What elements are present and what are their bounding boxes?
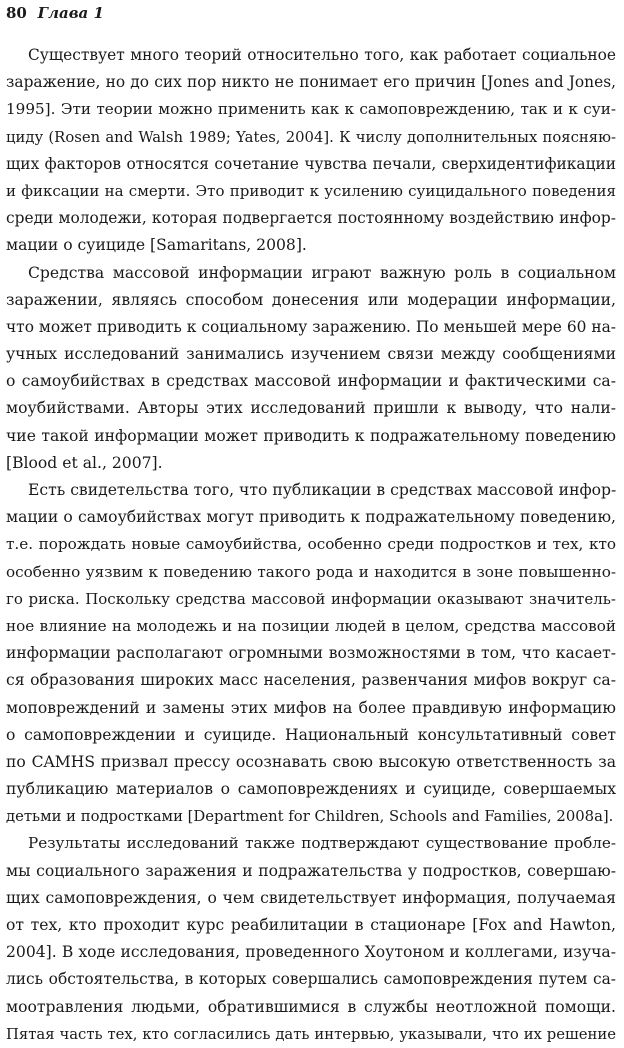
- text-line: моповреждений и замены этих мифов на более правдивую информацию: [6, 698, 616, 717]
- text-line: го риска. Поскольку средства массовой информации оказывают значитель-: [6, 589, 616, 608]
- text-line: ся образования широких масс населения, развенчания мифов вокруг са-: [6, 671, 616, 690]
- text-line: Результаты исследований также подтверждают существование пробле-: [28, 834, 616, 853]
- text-line: моубийствами. Авторы этих исследований пришли к выводу, что нали-: [6, 399, 616, 418]
- text-line: заражении, являясь способом донесения или модерации информации,: [6, 290, 616, 309]
- text-line: щих факторов относятся сочетание чувства печали, сверхидентификации: [6, 154, 616, 173]
- text-line: о самоубийствах в средствах массовой информации и фактическими са-: [6, 372, 616, 391]
- paragraph-4: [6, 830, 616, 1048]
- chapter-title: Глава 1: [37, 4, 104, 22]
- text-line: ное влияние на молодежь и на позиции людей в целом, средства массовой: [6, 616, 616, 635]
- text-line: Существует много теорий относительно того, как работает социальное: [28, 46, 616, 64]
- text-line: учных исследований занимались изучением связи между сообщениями: [6, 345, 616, 364]
- body-text: [6, 42, 616, 1048]
- text-line: 1995]. Эти теории можно применить как к самоповреждению, так и к суи-: [6, 100, 616, 119]
- paragraph-1: [6, 42, 616, 260]
- text-line: и фиксации на смерти. Это приводит к усилению суицидального поведения: [6, 181, 616, 200]
- text-line: заражение, но до сих пор никто не понимает его причин [Jones and Jones,: [6, 73, 616, 92]
- text-line: 2004]. В ходе исследования, проведенного Хоутоном и коллегами, изуча-: [6, 943, 616, 962]
- text-line: т.е. порождать новые самоубийства, особенно среди подростков и тех, кто: [6, 535, 616, 554]
- text-line: циду (Rosen and Walsh 1989; Yates, 2004]. К числу дополнительных поясняю-: [6, 128, 616, 146]
- text-line: особенно уязвим к поведению такого рода и находится в зоне повышенно-: [6, 562, 616, 581]
- text-line: [Blood et al., 2007].: [6, 453, 163, 472]
- text-line: мы социального заражения и подражательства у подростков, совершаю-: [6, 861, 616, 880]
- text-line: моотравления людьми, обратившимися в службы неотложной помощи.: [6, 997, 616, 1016]
- paragraph-2: [6, 260, 616, 478]
- text-line: о самоповреждении и суициде. Национальный консультативный совет: [6, 725, 616, 744]
- text-line: среди молодежи, которая подвергается постоянному воздействию инфор-: [6, 209, 616, 228]
- text-line: мации о суициде [Samaritans, 2008].: [6, 236, 307, 255]
- text-line: Средства массовой информации играют важную роль в социальном: [28, 263, 616, 282]
- text-line: информации располагают огромными возможностями в том, что касает-: [6, 644, 616, 663]
- text-line: мации о самоубийствах могут приводить к подражательному поведению,: [6, 508, 616, 527]
- running-head: [6, 4, 104, 22]
- text-line: публикацию материалов о самоповреждениях и суициде, совершаемых: [6, 780, 616, 799]
- text-line: Есть свидетельства того, что публикации в средствах массовой инфор-: [28, 481, 616, 499]
- text-line: детьми и подростками [Department for Children, Schools and Families, 2008a].: [6, 808, 614, 826]
- page-number: 80: [6, 4, 27, 22]
- text-line: Пятая часть тех, кто согласились дать интервью, указывали, что их решение: [6, 1025, 616, 1043]
- text-line: по CAMHS призвал прессу осознавать свою высокую ответственность за: [6, 752, 616, 771]
- text-line: щих самоповреждения, о чем свидетельствует информация, получаемая: [6, 888, 616, 907]
- paragraph-3: [6, 477, 616, 830]
- text-line: лись обстоятельства, в которых совершались самоповреждения путем са-: [6, 970, 616, 989]
- text-line: что может приводить к социальному заражению. По меньшей мере 60 на-: [6, 317, 616, 336]
- text-line: чие такой информации может приводить к подражательному поведению: [6, 426, 616, 445]
- text-line: от тех, кто проходит курс реабилитации в стационаре [Fox and Hawton,: [6, 916, 616, 934]
